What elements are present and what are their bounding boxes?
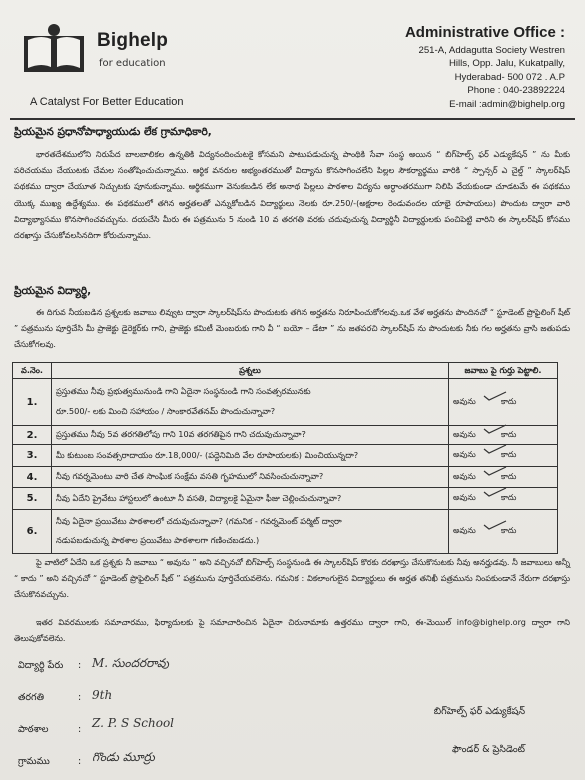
row-number: 6. (13, 510, 52, 554)
table-row (13, 426, 558, 445)
signature-org: బిగ్‌హెల్ప్ ఫర్ ఎడ్యుకేషన్ (433, 706, 525, 717)
row-number: 4. (13, 467, 52, 488)
field-label-student-name: విద్యార్థి పేరు (18, 660, 64, 671)
question-cell (52, 379, 449, 426)
row-number: 5. (13, 488, 52, 510)
table-row (13, 445, 558, 467)
address-line: 251-A, Addagutta Society Westren (418, 45, 565, 56)
tick-mark-icon (483, 487, 507, 497)
yes-option[interactable]: అవును (453, 429, 476, 439)
no-option[interactable]: కాదు (501, 526, 516, 537)
answer-cell[interactable] (449, 445, 558, 467)
phone-line: Phone : 040-23892224 (467, 85, 565, 97)
table-row (13, 379, 558, 426)
row-number: 1. (13, 379, 52, 426)
field-colon: : (78, 692, 82, 703)
table-row (13, 488, 558, 510)
row-number: 2. (13, 426, 52, 445)
address-line: Hills, Opp. Jalu, Kukatpally, (448, 58, 565, 70)
row-number: 3. (13, 445, 52, 467)
yes-option[interactable]: అవును (453, 471, 476, 481)
greeting-student: ప్రియమైన విద్యార్థి, (14, 285, 92, 297)
field-value-class[interactable]: 9th (92, 688, 113, 702)
question-text: నడుపబడుచున్న పాఠశాల ప్రయివేటు పాఠశాలగా గణించబడదు.) (56, 535, 260, 545)
answer-cell[interactable] (449, 510, 558, 554)
yes-option[interactable]: అవును (453, 493, 476, 502)
field-label-class: తరగతి (18, 692, 44, 703)
tagline: A Catalyst For Better Education (30, 96, 184, 108)
question-text: నీవు ఏదేని ప్రైవేటు హాస్టలులో ఉంటూ నీ వసతి, విద్యాలకై ఏమైనా ఫీజు చెల్లించుచున్నావా? (52, 488, 449, 510)
answer-cell[interactable] (449, 426, 558, 445)
col-header-answer: జవాబు పై గుర్తు పెట్టాలి. (449, 363, 558, 379)
yes-option[interactable]: అవును (453, 396, 476, 406)
answer-cell[interactable] (449, 379, 558, 426)
yes-option[interactable]: అవును (453, 526, 476, 535)
table-row (13, 510, 558, 554)
field-value-student-name[interactable]: M. సుందరరావు (92, 656, 170, 670)
tick-mark-icon (483, 424, 507, 434)
field-label-village: గ్రామము (18, 756, 50, 767)
question-text: ప్రస్తుతము నీవు ప్రభుత్వమునుండి గాని ఏదైనా సంస్థనుండి గాని సంవత్సరమునకు (56, 386, 311, 396)
contact-paragraph: ఇతర వివరములకు సమాచారము, ఫిర్యాదులకు పై సమాచారించిన ఏదైనా చిరునామాకు ఉత్తరము ద్వారా గాని, ఈ-మెయిల్ info@bighelp.org ద్వారా గాని తెలుపుకోవలెను. (14, 617, 570, 644)
header-divider (10, 118, 575, 120)
field-colon: : (78, 660, 82, 671)
no-option[interactable]: కాదు (501, 450, 516, 461)
office-address-block (315, 24, 565, 111)
yes-option[interactable]: అవును (453, 450, 476, 459)
brand-subtitle: for education (99, 58, 166, 69)
no-option[interactable]: కాదు (501, 397, 516, 408)
question-text: ప్రస్తుతము నీవు 5వ తరగతిలోపు గాని 10వ తరగతిపైన గాని చదువుచున్నావా? (52, 426, 449, 445)
greeting-headmaster: ప్రియమైన ప్రధానోపాధ్యాయుడు లేక గ్రామాధికారి, (14, 126, 212, 138)
field-value-school[interactable]: Z. P. S School (92, 716, 175, 730)
eligibility-table (12, 362, 558, 554)
field-value-village[interactable]: గొండు మూర్రు (92, 750, 155, 764)
instruction-paragraph: ఈ దిగువ నీయబడిన ప్రశ్నలకు జవాబు లివ్వుట ద్వారా స్కాలర్‌షిప్‌ను పొందుటకు తగిన అర్హతను నిరూపించుకోగలవు.ఒక వేళ అర్హతను పొందినచో “ స్టూడెంట్ ప్రొఫైలింగ్ షీట్ ” పత్రమును పూర్తిచేసి మీ ప్రాజెక్టు డైరెక్టర్‌కు గాని, ప్రాజెక్టు కమిటీ మెంబరుకు గాని వీ “ బయో – డేటా ” ను జతపరచి స్కాలర్‌షిప్ ను పొందుటకు నీకు గల అర్హతను వ్రాసి జతుపడు చేసుకోగలవు. (14, 307, 570, 350)
tick-mark-icon (483, 466, 507, 476)
office-title: Administrative Office : (404, 24, 565, 41)
no-option[interactable]: కాదు (501, 472, 516, 483)
tick-mark-icon (483, 520, 507, 530)
question-text: నీవు ఏదైనా ప్రయివేటు పాఠశాలలో చదువుచున్నావా? (గమనిక - గవర్నమెంట్ పర్మిట్ ద్వారా (56, 516, 342, 526)
intro-paragraph: భారతదేశములోని నిరుపేద బాలబాలికల ఉన్నతికి విద్యనందించుటకై కోసమని పాటుపడుచున్న పాంథికి సేవా సంస్థ అయిన “ బిగ్‌హెల్ప్ ఫర్ ఎడ్యుకేషన్ ” ను మీకు పరిచయము చేయుటకు చేమల సంతోషించుచున్నాము. ఆర్థిక వనరుల అభ్యంతరముతో విద్యాను కొనసాగించలేని పిల్లల సౌకర్యార్థము వారికి “ స్పాన్సర్ ఎ చైల్డ్ ” స్కాలర్‌షిప్ పథకము ద్వారా చేయూత నిచ్చుటకు పూనుకున్నాము. ఆర్థికముగా వెనుకబడిన లేక అనాథ పిల్లలు పాఠశాల విద్యను అర్ధాంతరముగా నిలిపి వేయకుండా చూడటమే ఈ పథకము యొక్క ముఖ్య ఉద్దేశ్యము. ఈ పథకములో తగిన అర్హతలతో ఎన్నుకోబడిన విద్యార్థులు నెలకు రూ.250/-(అక్షరాల రెండువందల యాభై రూపాయలు) పొందుట ద్వారా వారి విద్యాభ్యాసము కొనసాగించవచ్చును. దయచేసి మీరు ఈ పత్రమును 5 నుండి 10 వ తరగతి వరకు చదువుచున్న విద్యార్థినీ విద్యార్థులకు పంచిపెట్టి వారిని ఈ స్కాలర్‌షిప్ కోసము దరఖాస్తు చేసుకోవలసినదిగా కోరుచున్నాము. (14, 149, 570, 241)
address-line: Hyderabad- 500 072 . A.P (454, 71, 565, 83)
table-row (13, 467, 558, 488)
col-header-number: వ.నెం. (13, 363, 52, 379)
eligibility-note-paragraph: పై వాటిలో ఏదేని ఒక ప్రశ్నకు నీ జవాబు “ అవును ” అని వచ్చినచో బిగ్‌హెల్ప్ సంస్థనుండి ఈ స్కాలర్‌షిప్ కొరకు దరఖాస్తు చేసుకొనుటకు నీవు అనర్హుడవు. నీ జవాబులు అన్నీ “ కాదు ” అని వచ్చినచో “ స్టూడెంట్ ప్రొఫైలింగ్ షీట్ ” పత్రమును పూర్తిచేయవలెను. గమనిక : వికలాంగులైన విద్యార్థులు ఈ అర్హత తనిఖీ పత్రమును నింపకుండానే నేరుగా దరఖాస్తు చేసుకొనవచ్చును. (14, 557, 570, 600)
field-colon: : (78, 756, 82, 767)
email-line: E-mail :admin@bighelp.org (449, 98, 565, 110)
question-text: మీ కుటుంబ సంవత్సరాదాయం రూ.18,000/- (పద్దెనిమిది వేల రూపాయలకు) మించియున్నదా? (52, 445, 449, 467)
field-colon: : (78, 724, 82, 735)
question-text: నీవు గవర్నమెంటు వారి చేత సాంఘిక సంక్షేమ వసతి గృహములో నివసించుచున్నావా? (52, 467, 449, 488)
no-option[interactable]: కాదు (501, 493, 516, 504)
col-header-question: ప్రశ్నలు (52, 363, 449, 379)
field-label-school: పాఠశాల (18, 724, 49, 735)
brand-name: Bighelp (97, 30, 169, 51)
no-option[interactable]: కాదు (501, 430, 516, 441)
question-cell (52, 510, 449, 554)
tick-mark-icon (483, 444, 507, 454)
bighelp-logo-icon (22, 22, 86, 74)
signature-title: ఫౌండర్ & ప్రెసిడెంట్ (452, 744, 525, 755)
question-text: రూ.500/- లకు మించి సహాయం / సాంకారవేతనమ్ పొందుచున్నావా? (56, 406, 276, 416)
answer-cell[interactable] (449, 467, 558, 488)
answer-cell[interactable] (449, 488, 558, 510)
tick-mark-icon (483, 391, 507, 401)
